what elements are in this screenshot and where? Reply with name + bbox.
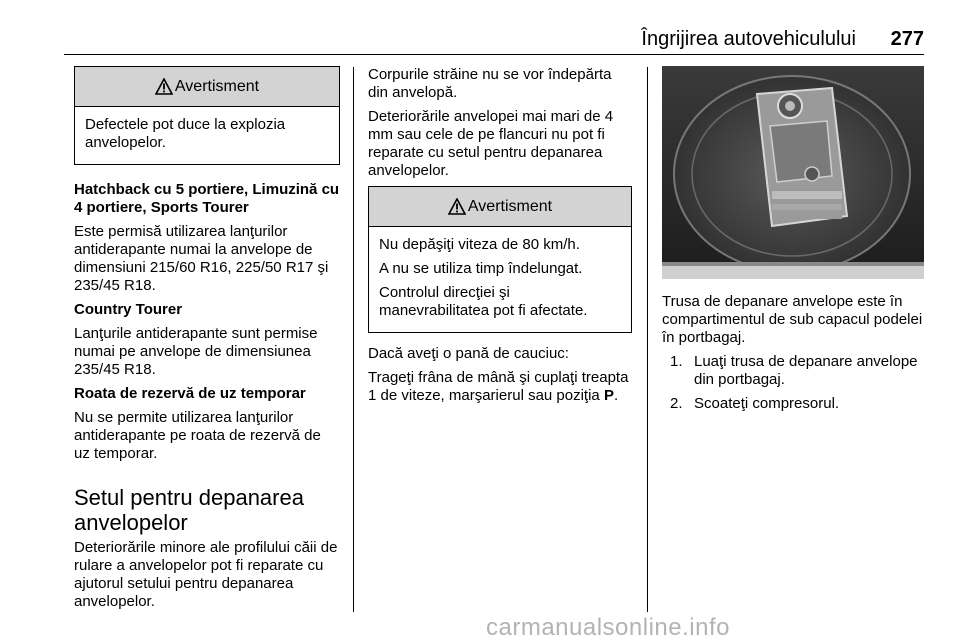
warning-text: Defectele pot duce la explozia anvelopelor. xyxy=(85,116,286,151)
paragraph: Nu se permite utilizarea lanţurilor antiderapante pe roata de rezervă de uz temporar. xyxy=(74,409,321,462)
caption: Trusa de depanare anvelope este în compartimentul de sub capacul podelei în portbagaj. xyxy=(662,293,923,346)
warning-header xyxy=(75,67,339,107)
column-1 xyxy=(74,66,340,617)
subheading: Hatchback cu 5 portiere, Limuzină cu 4 portiere, Sports Tourer xyxy=(74,181,340,216)
column-divider xyxy=(647,67,648,612)
warning-body xyxy=(369,227,631,332)
column-3 xyxy=(662,66,926,419)
paragraph: Deteriorările anvelopei mai mari de 4 mm sau cele de pe flancuri nu pot fi reparate cu setul pentru depanarea anvelopelor. xyxy=(368,108,614,179)
warning-header xyxy=(369,187,631,227)
column-divider xyxy=(353,67,354,612)
gear-position: P xyxy=(603,387,614,404)
paragraph: Corpurile străine nu se vor îndepărta din anvelopă. xyxy=(368,66,612,101)
paragraph: Deteriorările minore ale profilului căii de rulare a anvelopelor pot fi reparate cu ajutorul setului pentru depanarea anvelopelor. xyxy=(74,539,338,610)
warning-body xyxy=(75,107,339,164)
section-title: Setul pentru depanarea anvelopelor xyxy=(74,485,304,535)
step-text: Luaţi trusa de depanare anvelope din portbagaj. xyxy=(694,353,918,388)
trunk-repair-kit-photo xyxy=(662,66,924,279)
chapter-title: Îngrijirea autovehiculului xyxy=(641,28,856,50)
page-header xyxy=(64,26,924,55)
step-text: Scoateţi compresorul. xyxy=(694,395,840,412)
list-item xyxy=(662,353,926,389)
warning-triangle-icon xyxy=(448,198,466,215)
warning-title: Avertisment xyxy=(174,77,260,95)
paragraph: Este permisă utilizarea lanţurilor antiderapante numai la anvelope de dimensiuni 215/60 R16, 225/50 R17 şi 235/45 R18. xyxy=(74,223,329,294)
paragraph: Lanţurile antiderapante sunt permise numai pe anvelope de dimensiunea 235/45 R18. xyxy=(74,325,318,378)
warning-box xyxy=(74,66,340,165)
column-2 xyxy=(368,66,632,411)
list-item xyxy=(662,395,926,413)
subheading: Roata de rezervă de uz temporar xyxy=(74,385,306,402)
subheading: Country Tourer xyxy=(74,301,183,318)
warning-triangle-icon xyxy=(155,78,173,95)
warning-line: Controlul direcţiei şi manevrabilitatea pot fi afectate. xyxy=(379,284,588,319)
warning-box xyxy=(368,186,632,333)
warning-title: Avertisment xyxy=(467,197,553,215)
watermark: carmanualsonline.info xyxy=(486,614,730,641)
warning-line: A nu se utiliza timp îndelungat. xyxy=(379,260,583,277)
steps-list xyxy=(662,353,926,413)
paragraph: Trageţi frâna de mână şi cuplaţi treapta 1 de viteze, marşarierul sau poziţia P. xyxy=(368,369,629,404)
paragraph: Dacă aveţi o pană de cauciuc: xyxy=(368,345,569,362)
page-number: 277 xyxy=(890,28,924,50)
step-number: 1. xyxy=(670,353,683,370)
warning-line: Nu depăşiţi viteza de 80 km/h. xyxy=(379,236,580,253)
step-number: 2. xyxy=(670,395,683,412)
